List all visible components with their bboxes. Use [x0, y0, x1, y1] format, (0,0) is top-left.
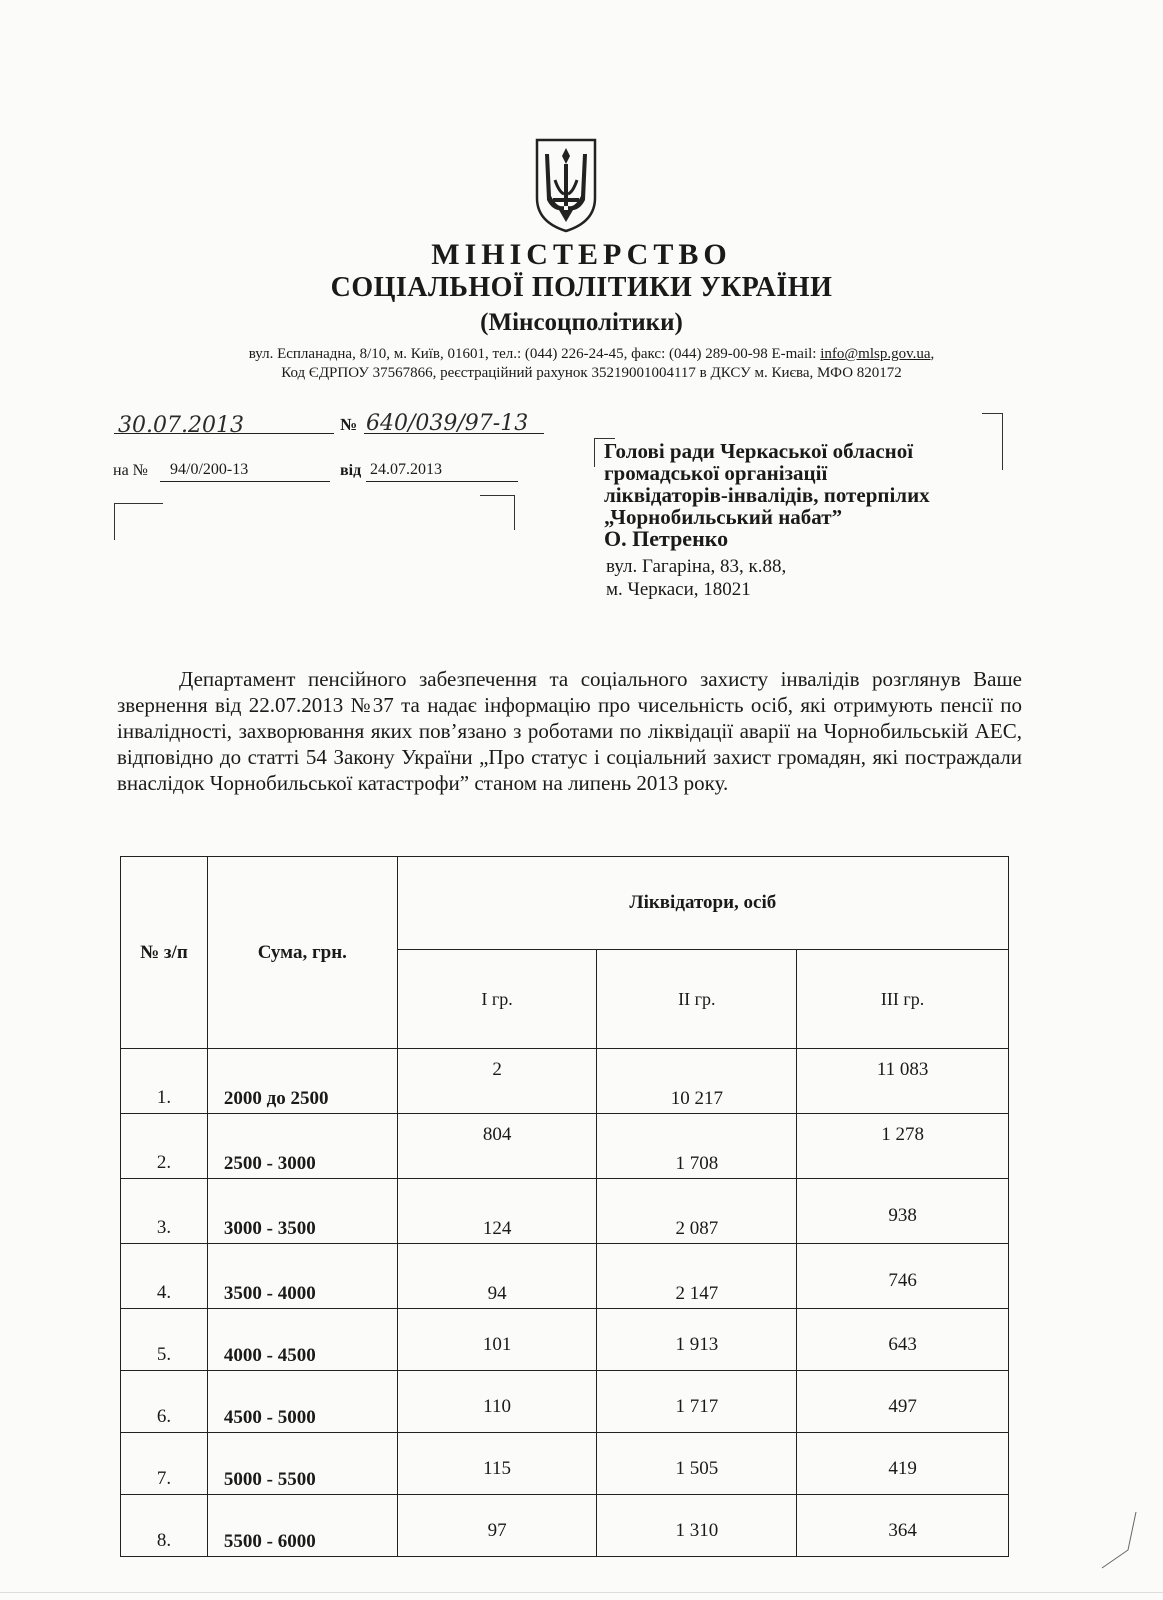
- row-group-3: 11 083: [797, 1049, 1009, 1114]
- scan-mark-icon: [1098, 1510, 1138, 1570]
- table-row: [121, 1179, 1009, 1244]
- row-group-3: 938: [797, 1179, 1009, 1244]
- row-range: 5000 - 5500: [207, 1433, 397, 1495]
- addressee-city: м. Черкаси, 18021: [606, 579, 751, 600]
- addressee-street: вул. Гагаріна, 83, к.88,: [606, 556, 787, 577]
- table-header-group-1: І гр.: [397, 950, 597, 1049]
- row-group-1: 2: [397, 1049, 597, 1114]
- row-number: 5.: [121, 1309, 208, 1371]
- row-group-2: 1 913: [597, 1309, 797, 1371]
- table-row: [121, 1495, 1009, 1557]
- row-group-3: 419: [797, 1433, 1009, 1495]
- row-group-3: 746: [797, 1244, 1009, 1309]
- addressee-line: громадської організації: [604, 461, 828, 485]
- outgoing-number: 640/039/97-13: [366, 411, 529, 436]
- row-number: 6.: [121, 1371, 208, 1433]
- addressee-line: Голові ради Черкаської обласної: [604, 439, 914, 463]
- addressee-line: „Чорнобильський набат”: [604, 505, 843, 529]
- table-header-number: № з/п: [121, 857, 208, 1049]
- row-number: 3.: [121, 1179, 208, 1244]
- number-underline: [364, 433, 544, 434]
- row-group-2: 2 147: [597, 1244, 797, 1309]
- ministry-title: МІНІСТЕРСТВО: [431, 238, 732, 271]
- right-corner-bracket: [480, 495, 515, 530]
- row-range: 5500 - 6000: [207, 1495, 397, 1557]
- row-group-1: 804: [397, 1114, 597, 1179]
- outgoing-number-label: №: [340, 415, 358, 434]
- row-group-3: 497: [797, 1371, 1009, 1433]
- ministry-registration-line: Код ЄДРПОУ 37567866, реєстраційний рахунок 35219001004117 в ДКСУ м. Києва, МФО 820172: [281, 365, 902, 381]
- reference-date: 24.07.2013: [370, 461, 442, 478]
- addressee-block: [604, 440, 1024, 550]
- table-header-group-3: ІІІ гр.: [797, 950, 1009, 1049]
- row-group-1: 124: [397, 1179, 597, 1244]
- letter-body-paragraph: Департамент пенсійного забезпечення та соціального захисту інвалідів розглянув Ваше звернення від 22.07.2013 №37 та надає інформацію про чисельність осіб, які отримують пенсії по інвалідності, захворювання яких пов’язано з роботами по ліквідації аварії на Чорнобильській АЕС, відповідно до статті 54 Закону України „Про статус і соціальний захист громадян, які постраждали внаслідок Чорнобильської катастрофи” станом на липень 2013 року.: [117, 667, 1022, 795]
- reference-date-label: від: [340, 462, 362, 479]
- row-group-3: 643: [797, 1309, 1009, 1371]
- table-row: [121, 1433, 1009, 1495]
- outgoing-date: 30.07.2013: [118, 413, 244, 438]
- addressee-line: ліквідаторів-інвалідів, потерпілих: [604, 483, 930, 507]
- row-number: 2.: [121, 1114, 208, 1179]
- row-range: 4500 - 5000: [207, 1371, 397, 1433]
- row-range: 3000 - 3500: [207, 1179, 397, 1244]
- reference-date-underline: [366, 481, 518, 482]
- row-number: 8.: [121, 1495, 208, 1557]
- row-group-2: 10 217: [597, 1049, 797, 1114]
- row-number: 1.: [121, 1049, 208, 1114]
- row-number: 7.: [121, 1433, 208, 1495]
- table-header-sum: Сума, грн.: [207, 857, 397, 1049]
- scan-bottom-edge: [0, 1592, 1163, 1593]
- table-row: [121, 1371, 1009, 1433]
- row-group-2: 2 087: [597, 1179, 797, 1244]
- pension-table: [120, 856, 1009, 1557]
- reference-number-underline: [160, 481, 330, 482]
- row-group-1: 110: [397, 1371, 597, 1433]
- row-range: 2500 - 3000: [207, 1114, 397, 1179]
- table-row: [121, 1114, 1009, 1179]
- row-range: 3500 - 4000: [207, 1244, 397, 1309]
- row-group-1: 94: [397, 1244, 597, 1309]
- email-link[interactable]: info@mlsp.gov.ua: [820, 346, 931, 362]
- date-underline: [114, 433, 334, 434]
- table-row: [121, 1309, 1009, 1371]
- table-header-group-2: ІІ гр.: [597, 950, 797, 1049]
- ministry-address-line: [10, 346, 1163, 363]
- table-row: [121, 1049, 1009, 1114]
- row-group-2: 1 717: [597, 1371, 797, 1433]
- row-group-1: 115: [397, 1433, 597, 1495]
- left-corner-bracket: [114, 503, 163, 540]
- reference-number: 94/0/200-13: [170, 461, 249, 478]
- row-group-2: 1 505: [597, 1433, 797, 1495]
- row-number: 4.: [121, 1244, 208, 1309]
- row-range: 4000 - 4500: [207, 1309, 397, 1371]
- address-text: вул. Еспланадна, 8/10, м. Київ, 01601, тел.: (044) 226-24-45, факс: (044) 289-00-98 E-mail:: [248, 346, 817, 362]
- row-group-1: 101: [397, 1309, 597, 1371]
- ministry-subtitle: СОЦІАЛЬНОЇ ПОЛІТИКИ УКРАЇНИ: [330, 272, 833, 303]
- row-group-3: 1 278: [797, 1114, 1009, 1179]
- address-line-end: ,: [930, 346, 935, 362]
- coat-of-arms-icon: [533, 136, 599, 234]
- table-header-liquidators: Ліквідатори, осіб: [397, 857, 1008, 950]
- ministry-short-name: (Мінсоцполітики): [480, 309, 683, 336]
- row-group-1: 97: [397, 1495, 597, 1557]
- row-group-3: 364: [797, 1495, 1009, 1557]
- row-group-2: 1 708: [597, 1114, 797, 1179]
- addressee-name: О. Петренко: [604, 526, 729, 551]
- row-group-2: 1 310: [597, 1495, 797, 1557]
- reference-number-label: на №: [113, 462, 148, 479]
- table-row: [121, 1244, 1009, 1309]
- row-range: 2000 до 2500: [207, 1049, 397, 1114]
